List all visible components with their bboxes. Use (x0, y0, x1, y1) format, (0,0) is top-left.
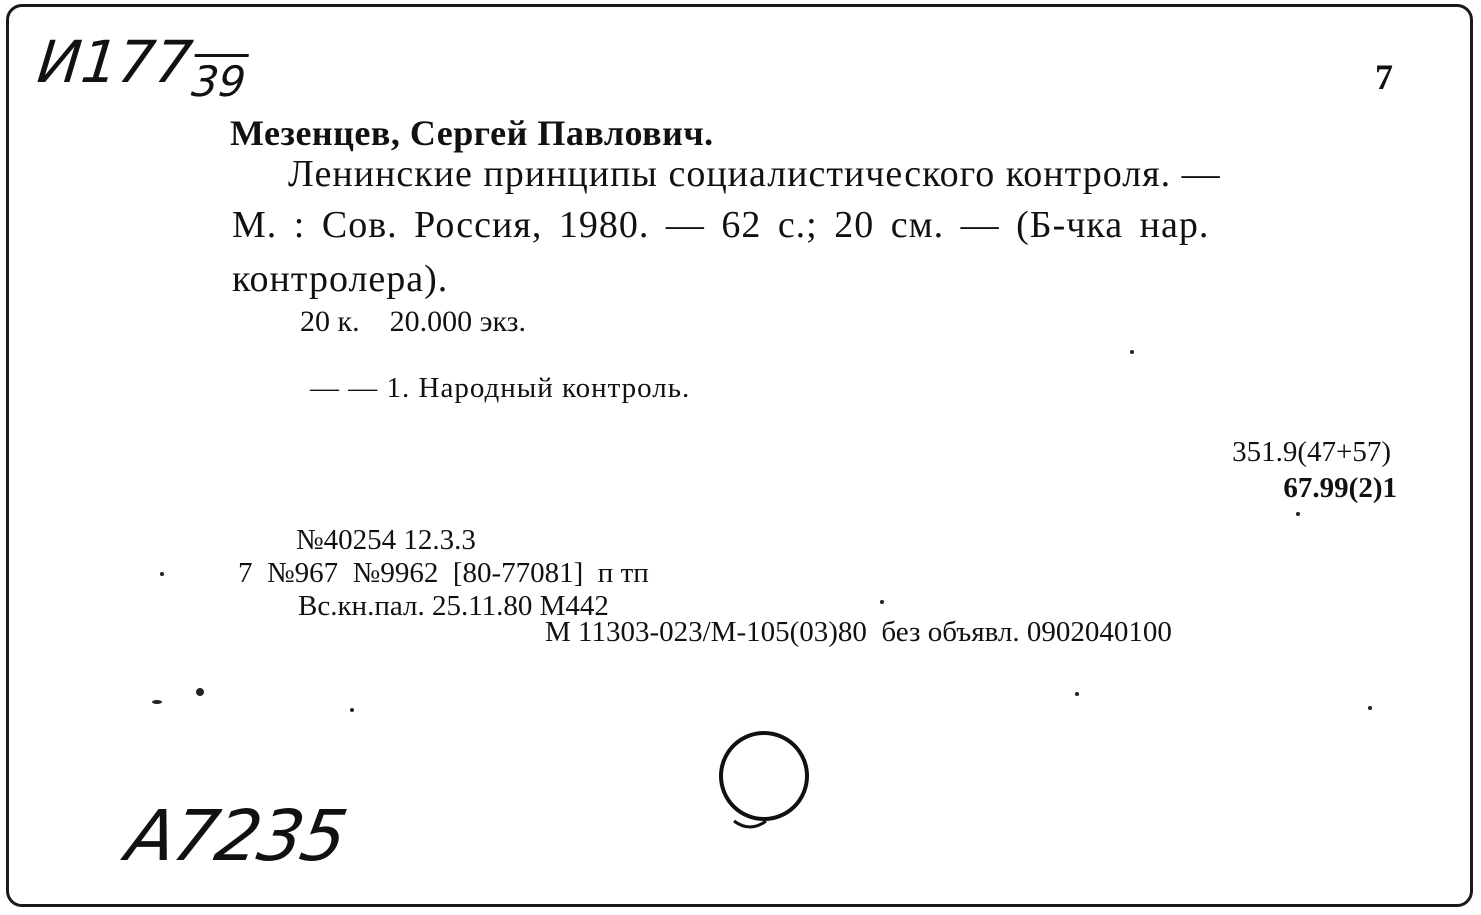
speck (1130, 350, 1134, 354)
shelfmark-super: 39 (189, 54, 248, 106)
speck (350, 708, 354, 712)
card-number: 7 (1375, 57, 1393, 97)
punch-hole (719, 731, 809, 821)
title-line-1: Ленинские принципы социалистического контроля. — (288, 153, 1221, 195)
punch-hole-tick (730, 815, 770, 835)
author-heading: Мезенцев, Сергей Павлович. (230, 113, 714, 153)
title-line-3: контролера). (232, 258, 449, 300)
speck (160, 572, 164, 576)
imprint-line-3: Вс.кн.пал. 25.11.80 М442 (298, 590, 609, 622)
classification-code-2: 67.99(2)1 (1283, 472, 1397, 504)
speck (152, 700, 162, 704)
imprint-line-2: 7 №967 №9962 [80-77081] п тп (238, 557, 649, 589)
imprint-line-1: №40254 12.3.3 (296, 524, 476, 556)
price-and-print-run: 20 к. 20.000 экз. (300, 305, 526, 338)
handwritten-inventory-number: А7235 (120, 795, 352, 877)
speck (1368, 706, 1372, 710)
subject-heading: — — 1. Народный контроль. (310, 372, 691, 404)
speck (1075, 692, 1079, 696)
title-line-2: М. : Сов. Россия, 1980. — 62 с.; 20 см. — (Б-чка нар. (232, 204, 1210, 246)
classification-code-1: 351.9(47+57) (1232, 436, 1391, 468)
imprint-line-4: М 11303-023/М-105(03)80 без объявл. 0902040100 (545, 616, 1172, 648)
speck (880, 600, 884, 604)
speck (1296, 512, 1300, 516)
shelfmark-main: И177 (34, 28, 196, 96)
speck (196, 688, 204, 696)
handwritten-shelfmark (34, 28, 251, 106)
